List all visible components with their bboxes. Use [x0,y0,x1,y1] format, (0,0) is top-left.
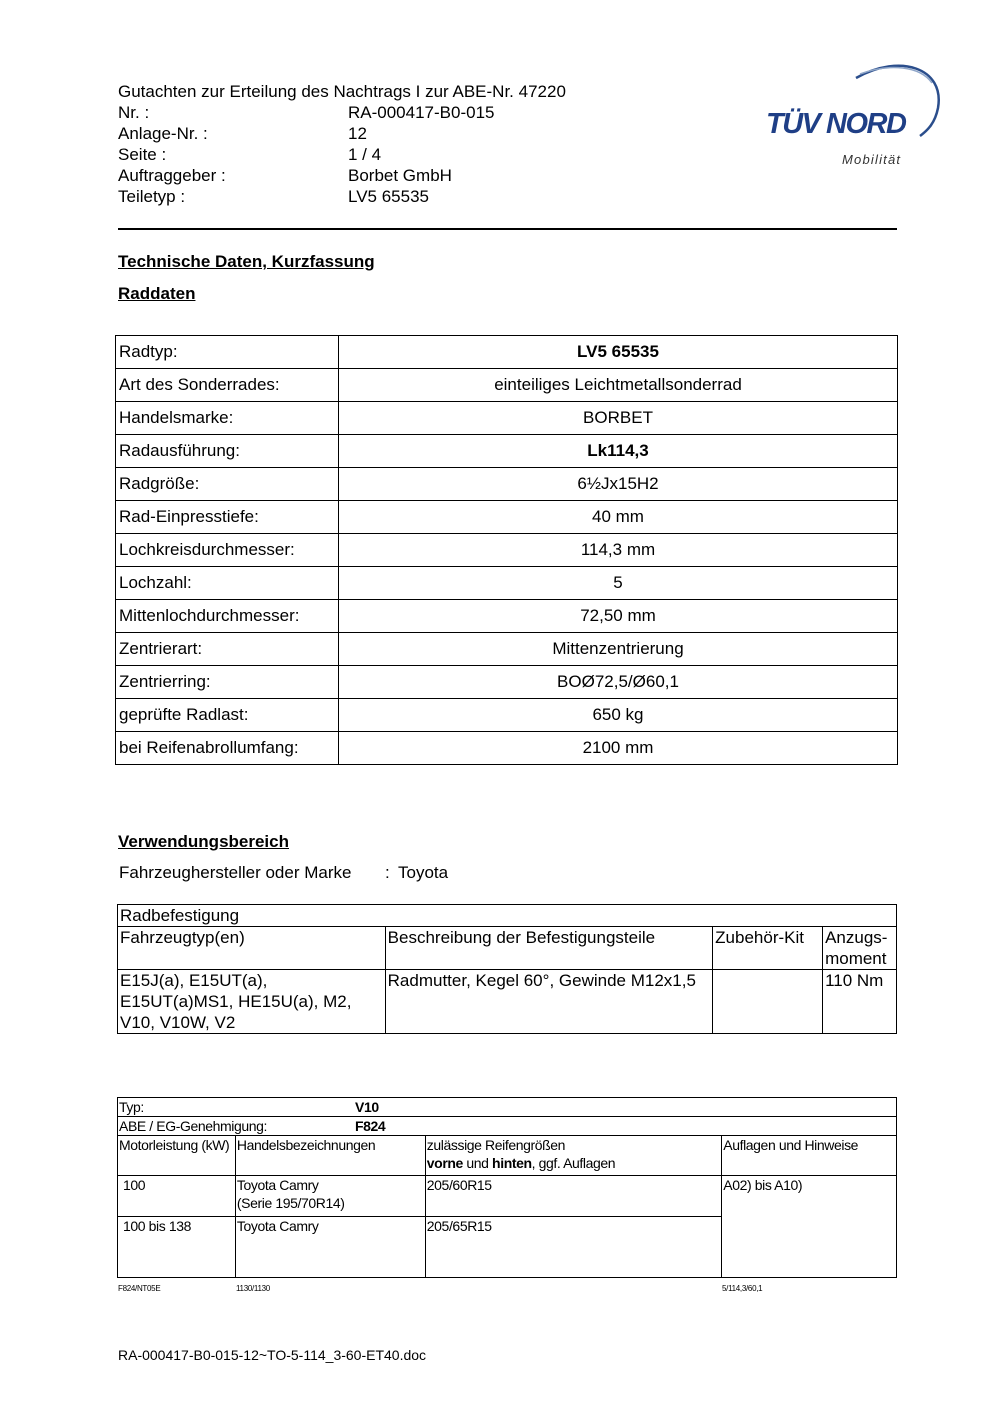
table-row [118,970,897,1034]
row-value: Lk114,3 [339,435,898,468]
reifen-hinten: hinten [492,1155,532,1171]
header-value: Borbet GmbH [348,166,452,185]
table-row [118,905,897,927]
row-value: BORBET [339,402,898,435]
typ-value: V10 [355,1099,379,1115]
row-label: Handelsmarke: [116,402,339,435]
row-label: bei Reifenabrollumfang: [116,732,339,765]
row-value: 72,50 mm [339,600,898,633]
typ-row [118,1098,897,1117]
row-value: BOØ72,5/Ø60,1 [339,666,898,699]
column-header: Zubehör-Kit [713,927,823,970]
reifen-und: und [462,1155,493,1171]
table-row [116,402,898,435]
row-label: Mittenlochdurchmesser: [116,600,339,633]
row-label: Rad-Einpresstiefe: [116,501,339,534]
header-label: Nr. : [118,103,150,122]
column-header: Beschreibung der Befestigungsteile [385,927,713,970]
table-row [116,600,898,633]
row-value: Mittenzentrierung [339,633,898,666]
row-value: 650 kg [339,699,898,732]
row-label: Radausführung: [116,435,339,468]
column-header: Fahrzeugtyp(en) [118,927,386,970]
table-row [118,1176,897,1217]
row-value: 6½Jx15H2 [339,468,898,501]
row-label: Lochzahl: [116,567,339,600]
reifen-header-line2 [427,1154,720,1172]
moment-cell: 110 Nm [823,970,897,1034]
reifen-rest: , ggf. Auflagen [531,1155,616,1171]
kit-cell [713,970,823,1034]
document-title: Gutachten zur Erteilung des Nachtrags I zur ABE-Nr. 47220 [118,82,566,101]
document-footer-filename: RA-000417-B0-015-12~TO-5-114_3-60-ET40.doc [118,1347,427,1363]
motor-cell: 100 bis 138 [118,1217,236,1278]
table-row [116,534,898,567]
beschreibung-cell: Radmutter, Kegel 60°, Gewinde M12x1,5 [385,970,713,1034]
table-row [116,336,898,369]
handel-line: (Serie 195/70R14) [236,1195,345,1211]
header-divider [118,228,897,230]
section-heading-tech: Technische Daten, Kurzfassung [118,252,375,271]
befestigung-title: Radbefestigung [118,905,897,927]
row-value: 114,3 mm [339,534,898,567]
tuv-nord-logo [760,58,942,173]
column-header: Handelsbezeichnungen [235,1136,425,1176]
header-value: 12 [348,124,367,143]
handel-line: Toyota Camry [236,1177,319,1193]
header-value: 1 / 4 [348,145,382,164]
table-row [116,699,898,732]
table-row [116,666,898,699]
reifen-header-line: zulässige Reifengrößen [426,1137,566,1153]
hersteller-separator: : [385,863,390,882]
row-label: Art des Sonderrades: [116,369,339,402]
reifen-cell: 205/60R15 [425,1176,721,1217]
abe-label: ABE / EG-Genehmigung: [119,1118,268,1134]
table-row [118,1117,897,1136]
table-row [116,732,898,765]
column-header: Anzugs-moment [823,927,897,970]
header-label: Auftraggeber : [118,166,226,185]
row-label: Zentrierring: [116,666,339,699]
row-label: Radgröße: [116,468,339,501]
header-value: RA-000417-B0-015 [348,103,495,122]
column-header-reifen [425,1136,721,1176]
table-row [116,468,898,501]
table-row [116,567,898,600]
abe-value: F824 [355,1118,386,1134]
typ-footer-code: 5/114,3/60,1 [722,1284,763,1293]
motor-cell: 100 [118,1176,236,1217]
befestigung-table [117,904,897,1034]
table-row [118,927,897,970]
handel-cell [235,1176,425,1217]
row-label: Radtyp: [116,336,339,369]
handel-cell [235,1217,425,1278]
hersteller-label: Fahrzeughersteller oder Marke [119,863,352,882]
header-label: Anlage-Nr. : [118,124,208,143]
table-row [116,501,898,534]
logo-subtitle: Mobilität [842,152,902,167]
abe-row [118,1117,897,1136]
header-value: LV5 65535 [348,187,429,206]
section-heading-verwendung: Verwendungsbereich [118,832,289,851]
typ-footer-code: 1130/1130 [236,1284,270,1293]
row-value: 5 [339,567,898,600]
typ-label: Typ: [119,1099,144,1115]
row-value: 2100 mm [339,732,898,765]
reifen-vorne: vorne [426,1155,463,1171]
table-row [116,369,898,402]
table-row [116,435,898,468]
auflagen-cell: A02) bis A10) [722,1176,897,1278]
row-value: LV5 65535 [339,336,898,369]
row-label: Lochkreisdurchmesser: [116,534,339,567]
header-label: Teiletyp : [118,187,186,206]
row-label: Zentrierart: [116,633,339,666]
handel-line: Toyota Camry [236,1218,319,1234]
logo-brand: TÜV NORD [766,108,906,140]
table-row [118,1136,897,1176]
row-label: geprüfte Radlast: [116,699,339,732]
fahrzeugtypen-cell: E15J(a), E15UT(a), E15UT(a)MS1, HE15U(a), M2, V10, V10W, V2 [118,970,386,1034]
row-value: 40 mm [339,501,898,534]
hersteller-value: Toyota [398,863,449,882]
section-heading-raddaten: Raddaten [118,284,196,303]
typ-footer-code: F824/NT05E [118,1284,161,1293]
table-row [116,633,898,666]
typ-table [117,1097,897,1278]
column-header: Motorleistung (kW) [118,1136,236,1176]
row-value: einteiliges Leichtmetallsonderrad [339,369,898,402]
column-header: Auflagen und Hinweise [722,1136,897,1176]
table-row [118,1098,897,1117]
header-label: Seite : [118,145,167,164]
raddaten-table [115,335,898,765]
reifen-cell: 205/65R15 [425,1217,721,1278]
